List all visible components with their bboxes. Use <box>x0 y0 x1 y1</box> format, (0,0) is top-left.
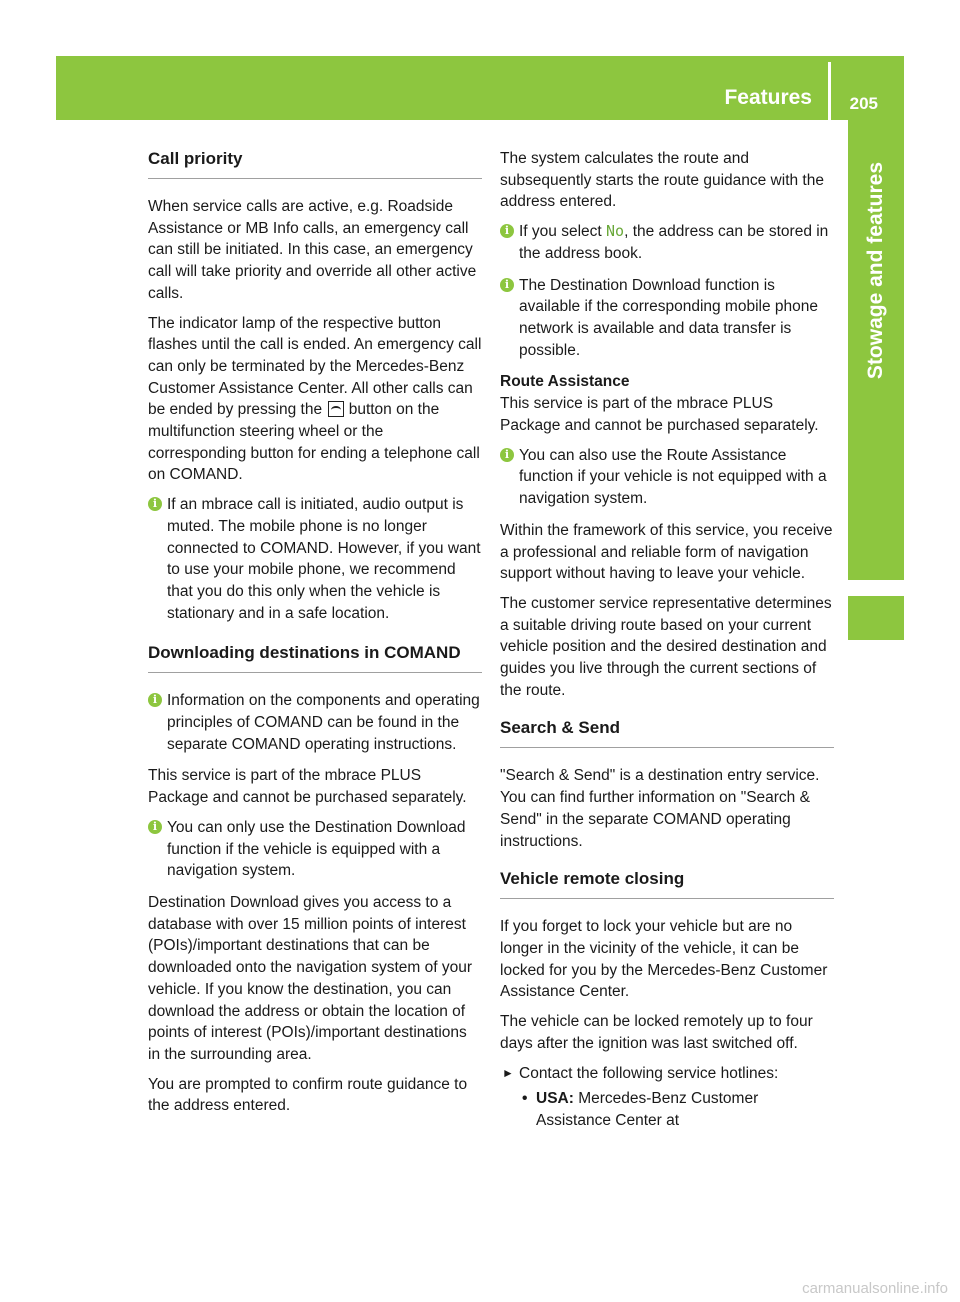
info-icon: i <box>148 497 162 511</box>
display-text-no: No <box>606 222 625 241</box>
info-note: i If you select No, the address can be stored in the address book. <box>500 221 834 264</box>
right-column <box>500 148 834 1132</box>
paragraph: "Search & Send" is a destination entry service. You can find further information on "Search & Send" in the separate COMAND operating instructions. <box>500 767 820 850</box>
end-call-icon <box>328 401 344 417</box>
paragraph: The indicator lamp of the respective button flashes until the call is ended. An emergency call can only be terminated by the Mercedes-Benz Customer Assistance Center. All other calls can be ended by pressing the button on the multifunction steering wheel or the corresponding button for ending a telephone call on COMAND. <box>148 314 482 484</box>
chapter-title: Features <box>724 86 812 109</box>
info-icon: i <box>500 278 514 292</box>
paragraph: The system calculates the route and subsequently starts the route guidance with the address entered. <box>500 150 824 211</box>
watermark: carmanualsonline.info <box>802 1280 948 1297</box>
info-note: i The Destination Download function is available if the corresponding mobile phone network is available and data transfer is possible. <box>500 275 834 362</box>
paragraph: This service is part of the mbrace PLUS Package and cannot be purchased separately. <box>148 767 467 807</box>
heading-vehicle-remote-closing: Vehicle remote closing <box>500 868 834 899</box>
page-header <box>56 56 904 120</box>
paragraph: The customer service representative determines a suitable driving route based on your current vehicle position and the desired destination and guides you live through the current sections of the route. <box>500 594 832 699</box>
info-note: i You can also use the Route Assistance function if your vehicle is not equipped with a navigation system. <box>500 445 834 510</box>
heading-call-priority: Call priority <box>148 148 482 179</box>
bullet-dot-icon: • <box>522 1090 528 1108</box>
list-item: • USA: Mercedes-Benz Customer Assistance Center at <box>522 1090 759 1129</box>
paragraph: Within the framework of this service, you receive a professional and reliable form of navigation support without having to leave your vehicle. <box>500 521 833 583</box>
info-note: i If an mbrace call is initiated, audio output is muted. The mobile phone is no longer connected to COMAND. However, if you want to use your mobile phone, we recommend that you do this only when the vehicle is stationary and in a safe location. <box>148 494 482 624</box>
header-separator <box>828 62 831 120</box>
paragraph: If you forget to lock your vehicle but are no longer in the vicinity of the vehicle, it can be locked for you by the Mercedes-Benz Customer Assistance Center. <box>500 918 828 1001</box>
info-note: i Information on the components and operating principles of COMAND can be found in the separate COMAND operating instructions. <box>148 690 482 755</box>
list-item: ► Contact the following service hotlines: <box>500 1063 834 1085</box>
heading-search-send: Search & Send <box>500 717 834 748</box>
paragraph: The vehicle can be locked remotely up to four days after the ignition was last switched off. <box>500 1013 813 1052</box>
info-icon: i <box>500 448 514 462</box>
paragraph: You are prompted to confirm route guidance to the address entered. <box>148 1075 468 1115</box>
info-note: i You can only use the Destination Download function if the vehicle is equipped with a navigation system. <box>148 817 482 882</box>
side-tab-label: Stowage and features <box>864 162 887 380</box>
heading-downloading-destinations: Downloading destinations in COMAND <box>148 642 482 673</box>
info-icon: i <box>148 820 162 834</box>
info-icon: i <box>500 224 514 238</box>
heading-route-assistance: Route Assistance <box>500 373 630 391</box>
page-number: 205 <box>849 94 878 113</box>
paragraph: Destination Download gives you access to a database with over 15 million points of interest (POIs)/important destinations that can be downloaded onto the navigation system of your vehicle. If you know the destination, you can download the address or obtain the location of points of interest (POIs)/important destinations in the surrounding area. <box>148 893 472 1063</box>
info-icon: i <box>148 693 162 707</box>
arrow-icon: ► <box>502 1065 514 1080</box>
paragraph: When service calls are active, e.g. Roadside Assistance or MB Info calls, an emergency call can still be initiated. In this case, an emergency call will take priority and override all other active calls. <box>148 198 477 302</box>
paragraph: This service is part of the mbrace PLUS Package and cannot be purchased separately. <box>500 395 819 435</box>
side-tab <box>848 120 904 580</box>
side-tab-marker <box>848 596 904 640</box>
left-column <box>148 148 482 1125</box>
